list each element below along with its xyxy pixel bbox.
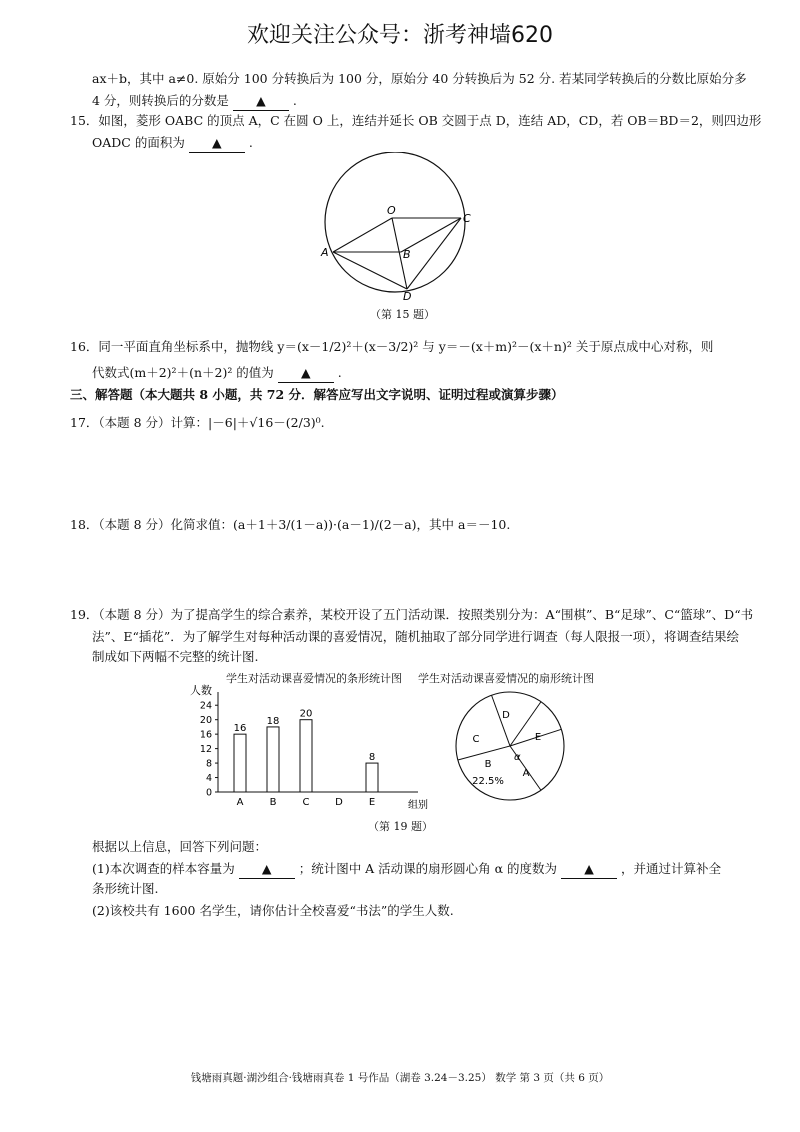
q19-line3: 制成如下两幅不完整的统计图. [92,649,259,664]
bar-value-label: 18 [266,715,280,727]
q15-line2-post: . [248,135,253,150]
q15-segment-cd [407,218,461,289]
q19-line1: 19．（本题 8 分）为了提高学生的综合素养，某校开设了五门活动课．按照类别分为：A“围棋”、B“足球”、C“篮球”、D“书 [70,607,754,622]
q15-line2 [92,134,253,153]
q15-figure [315,152,485,302]
q19-sub2: (2)该校共有 1600 名学生，请你估计全校喜爱“书法”的学生人数. [92,903,454,918]
q14-line2 [92,92,297,111]
q19-sub1 [92,860,721,879]
q19-sub1-blank1: ▲ [239,860,295,879]
q16-line2 [92,364,342,383]
q16-line2-post: . [337,365,342,380]
q15-circle [325,152,465,292]
q15-line1: 15．如图，菱形 OABC 的顶点 A，C 在圆 O 上，连结并延长 OB 交圆于点 D，连结 AD，CD，若 OB＝BD＝2，则四边形 [70,113,762,128]
q18-text: 18．（本题 8 分）化简求值：(a＋1＋3/(1－a))·(a－1)/(2－a)，其中 a＝－10. [70,517,511,532]
q19-sub1-pre: (1)本次调查的样本容量为 [92,861,235,876]
bar-a [234,734,246,792]
q19-intro: 根据以上信息，回答下列问题： [92,839,268,854]
q19-sub1-line2: 条形统计图. [92,881,159,896]
y-tick-label: 20 [199,715,212,727]
bar-b [267,727,279,792]
q19-caption: （第 19 题） [368,820,433,833]
q19-sub1-post: ，并通过计算补全 [621,861,722,876]
q16-line2-pre: 代数式(m＋2)²＋(n＋2)² 的值为 [92,365,274,380]
q15-label-a: A [321,246,329,259]
pie-slice-label-a: A [522,768,530,779]
q15-label-b: B [403,248,411,261]
bar-c [300,720,312,792]
q17-text: 17．（本题 8 分）计算：|－6|＋√16－(2/3)⁰. [70,415,325,430]
q19-line2: 法”、E“插花”．为了解学生对每种活动课的喜爱情况，随机抽取了部分同学进行调查（每人限报一项），将调查结果绘 [92,629,740,644]
q14-answer-blank: ▲ [233,92,289,111]
q14-line1: ax＋b，其中 a≠0. 原始分 100 分转换后为 100 分，原始分 40 分转换后为 52 分. 若某同学转换后的分数比原始分多 [92,71,747,86]
y-tick-label: 4 [205,773,212,785]
pie-chart-title: 学生对活动课喜爱情况的扇形统计图 [418,672,594,685]
q15-label-d: D [403,290,412,302]
page-footer: 钱塘雨真题·湖沙组合·钱塘雨真卷 1 号作品（湖卷 3.24－3.25） 数学 第 3 页（共 6 页） [190,1072,610,1084]
pie-b-percent: 22.5% [472,776,504,787]
y-tick-label: 0 [205,787,212,799]
x-axis-label: 组别 [408,800,428,811]
bar-value-label: 20 [299,708,313,720]
x-tick-label: B [269,797,277,808]
q14-line2-post: . [292,93,297,108]
q19-sub1-blank2: ▲ [561,860,617,879]
x-tick-label: E [368,797,376,808]
pie-chart [448,688,578,806]
pie-alpha-label: α [514,752,521,763]
q15-answer-blank: ▲ [189,134,245,153]
q15-caption: （第 15 题） [370,308,435,321]
x-tick-label: D [335,797,343,808]
q15-line2-pre: OADC 的面积为 [92,135,185,150]
pie-slice-label-e: E [534,732,542,743]
pie-slice-label-d: D [502,710,510,721]
y-tick-label: 12 [199,744,212,756]
y-axis-label: 人数 [190,684,212,697]
q19-sub1-mid: ；统计图中 A 活动课的扇形圆心角 α 的度数为 [298,861,558,876]
page-header: 欢迎关注公众号：浙考神墙620 [247,23,553,48]
q16-line1: 16．同一平面直角坐标系中，抛物线 y＝(x－1/2)²＋(x－3/2)² 与 y＝－(x＋m)²－(x＋n)² 关于原点成中心对称，则 [70,339,714,354]
q16-answer-blank: ▲ [278,364,334,383]
q15-label-o: O [387,204,396,217]
y-tick-label: 16 [199,729,212,741]
q14-line2-pre: 4 分，则转换后的分数是 [92,93,229,108]
y-tick-label: 8 [205,758,212,770]
section3-heading: 三、解答题（本大题共 8 小题，共 72 分．解答应写出文字说明、证明过程或演算步骤） [70,387,564,402]
x-tick-label: C [302,797,310,808]
bar-value-label: 8 [368,752,376,764]
bar-e [366,763,378,792]
pie-slice-label-b: B [484,759,492,770]
bar-chart [180,682,430,812]
q15-label-c: C [463,212,471,225]
x-tick-label: A [236,797,244,808]
pie-slice-label-c: C [472,734,480,745]
q15-segment-oa [333,218,392,252]
bar-chart-title: 学生对活动课喜爱情况的条形统计图 [226,672,402,685]
q15-segment-cb [401,218,461,252]
y-tick-label: 24 [199,700,212,712]
bar-value-label: 16 [233,723,247,735]
